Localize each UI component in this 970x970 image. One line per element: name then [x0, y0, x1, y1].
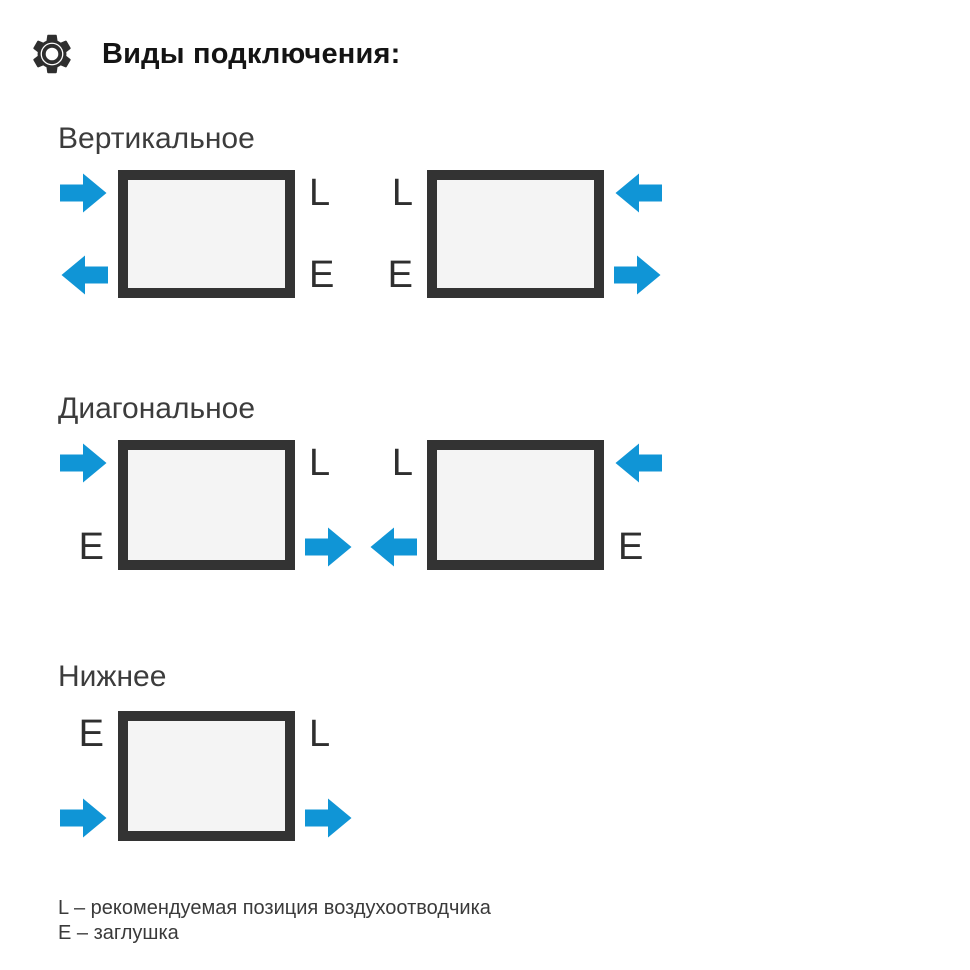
- radiator-diagonal-left: [78, 440, 331, 570]
- connection-label-e: E: [78, 526, 104, 568]
- legend: [58, 896, 491, 946]
- section-title-vertical: Вертикальное: [58, 122, 255, 155]
- connection-label-l: L: [391, 172, 413, 214]
- inflow-arrow-left-icon: [614, 172, 662, 214]
- connection-label-l: L: [309, 172, 331, 214]
- outflow-arrow-right-icon: [614, 254, 662, 296]
- section-title-diagonal: Диагональное: [58, 392, 256, 425]
- radiator-vertical-right: [387, 170, 604, 298]
- inflow-arrow-right-icon: [60, 172, 108, 214]
- connection-label-e: E: [78, 713, 104, 755]
- connection-label-e: E: [309, 254, 335, 296]
- connection-label-l: L: [309, 442, 331, 484]
- inflow-arrow-right-icon: [60, 797, 108, 839]
- connection-label-e: E: [618, 526, 644, 568]
- section-title-bottom: Нижнее: [58, 660, 167, 693]
- radiator-bottom: [78, 711, 331, 841]
- connection-label-e: E: [387, 254, 413, 296]
- header: [28, 30, 401, 78]
- page-title: Виды подключения:: [102, 37, 401, 70]
- outflow-arrow-right-icon: [305, 526, 353, 568]
- inflow-arrow-right-icon: [60, 442, 108, 484]
- legend-line-e: E – заглушка: [58, 922, 179, 944]
- inflow-arrow-left-icon: [614, 442, 662, 484]
- connection-label-l: L: [309, 713, 331, 755]
- gear-icon: [28, 30, 76, 78]
- outflow-arrow-left-icon: [369, 526, 417, 568]
- radiator-diagonal-right: [391, 440, 644, 570]
- connection-label-l: L: [391, 442, 413, 484]
- outflow-arrow-right-icon: [305, 797, 353, 839]
- legend-line-l: L – рекомендуемая позиция воздухоотводчика: [58, 897, 491, 919]
- radiator-vertical-left: [118, 170, 335, 298]
- outflow-arrow-left-icon: [60, 254, 108, 296]
